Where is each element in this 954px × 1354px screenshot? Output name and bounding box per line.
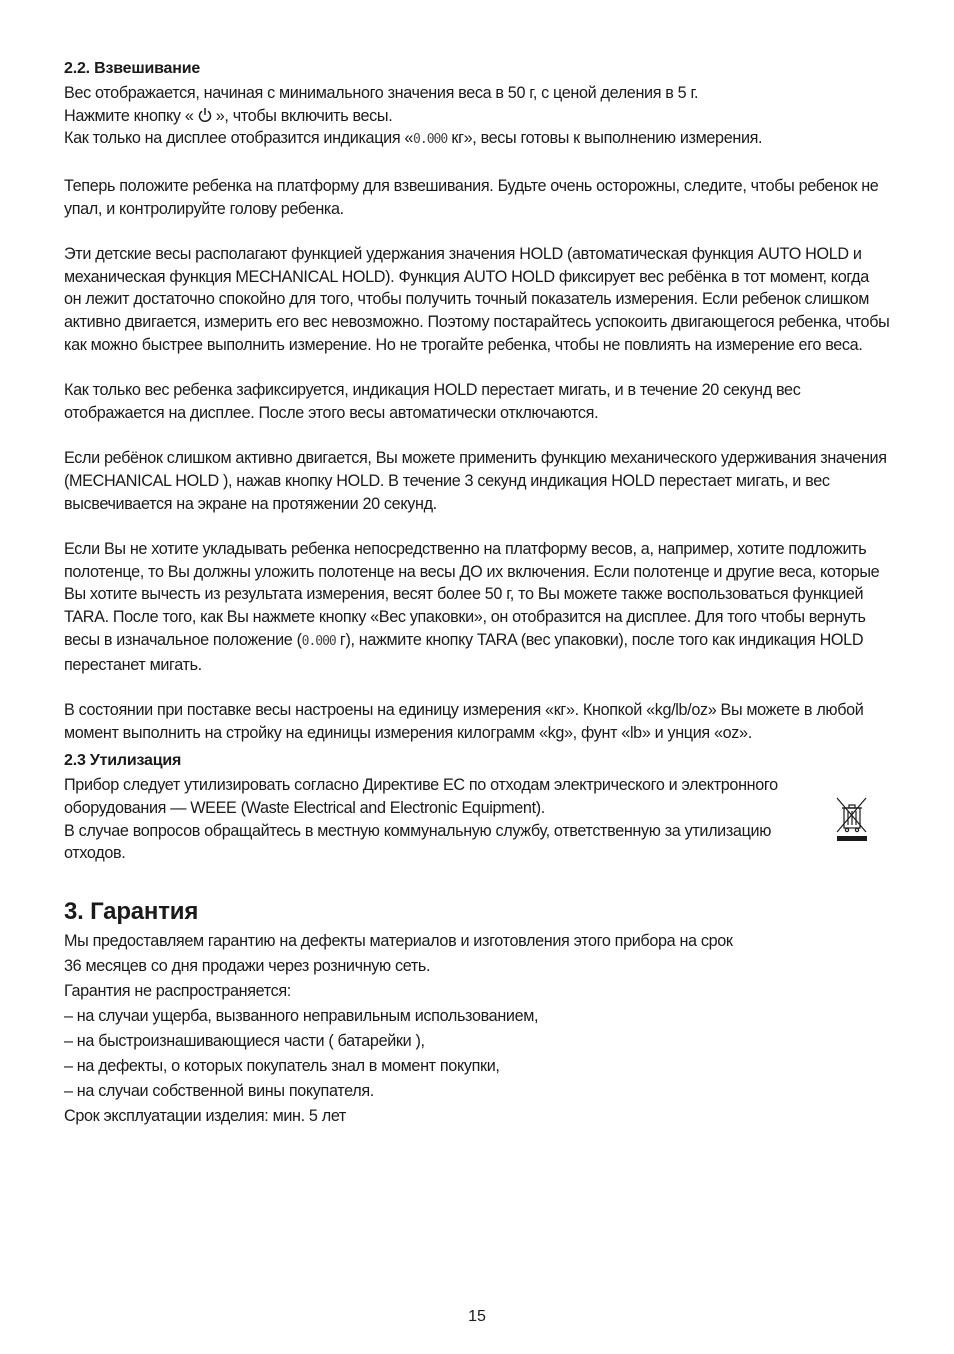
text-run: Если Вы не хотите укладывать ребенка непосредственно на платформу весов, а, например, хотите подложить полотенце, то Вы должны уложить полотенце на весы ДО их включения. Если полотенце и другие веса, которые Вы хотите вычесть из результата измерения, весят более 50 г, то Вы можете также воспользоваться функцией TARA. После того, как Вы нажмете кнопку «Вес упаковки», он отобразится на дисплее. Для того чтобы вернуть весы в изначальное положение ( (64, 539, 880, 649)
power-icon (198, 107, 212, 123)
text-line: », чтобы включить весы. (211, 106, 393, 125)
paragraph: В состоянии при поставке весы настроены на единицу измерения «кг». Кнопкой «kg/lb/oz» Вы можете в любой момент выполнить на стройку на единицы измерения килограмм «kg», фунт «lb» и унция «oz». (64, 700, 864, 742)
display-reading: 0.000 (413, 132, 448, 148)
text-line: Нажмите кнопку « (64, 106, 198, 125)
paragraph: В случае вопросов обращайтесь в местную коммунальную службу, ответственную за утилизацию отходов. (64, 821, 771, 863)
paragraph (64, 538, 890, 676)
text-line: кг», весы готовы к выполнению измерения. (447, 129, 763, 148)
text-line: Вес отображается, начиная с минимального значения веса в 50 г, с ценой деления в 5 г. (64, 84, 699, 102)
page-number: 15 (468, 1308, 486, 1325)
list-item: Гарантия не распространяется: (64, 982, 291, 1001)
paragraph: Эти детские весы располагают функцией удержания значения HOLD (автоматическая функция AUTO HOLD и механическая функция MECHANICAL HOLD). Функция AUTO HOLD фиксирует вес ребёнка в тот момент, когда он лежит достаточно спокойно для того, чтобы получить точный показатель измерения. Если ребенок слишком активно двигается, измерить его вес невозможно. Поэтому постарайтесь успокоить двигающегося ребенка, чтобы как можно быстрее выполнить измерение. Но не трогайте ребенка, чтобы не повлиять на измерение его веса. (64, 244, 890, 354)
text-run: г), нажмите кнопку TARA (вес упаковки), после того как индикация HOLD перестанет мигать. (64, 630, 864, 674)
list-item: – на быстроизнашивающиеся части ( батарейки ), (64, 1032, 425, 1051)
crossed-bin-icon (835, 796, 869, 842)
section-heading-warranty: 3. Гарантия (64, 898, 199, 926)
display-reading: 0.000 (301, 633, 336, 649)
list-item: – на случаи ущерба, вызванного неправильным использованием, (64, 1007, 539, 1026)
paragraph: Если ребёнок слишком активно двигается, Вы можете применить функцию механического удерживания значения (MECHANICAL HOLD ), нажав кнопку HOLD. В течение 3 секунд индикация HOLD перестает мигать, и вес высвечивается на экране на протяжении 20 секунд. (64, 449, 887, 513)
paragraph: Как только вес ребенка зафиксируется, индикация HOLD перестает мигать, и в течение 20 секунд вес отображается на дисплее. После этого весы автоматически отключаются. (64, 381, 801, 422)
paragraph: Теперь положите ребенка на платформу для взвешивания. Будьте очень осторожны, следите, чтобы ребенок не упал, и контролируйте голову ребенка. (64, 176, 879, 218)
section-heading-weighing: 2.2. Взвешивание (64, 60, 201, 77)
section-heading-disposal: 2.3 Утилизация (64, 752, 182, 770)
paragraph (64, 82, 890, 152)
warranty-list (64, 929, 890, 1129)
list-item: – на случаи собственной вины покупателя. (64, 1082, 374, 1101)
page-content (64, 58, 890, 1129)
text-line: Как только на дисплее отобразится индикация « (64, 129, 414, 148)
list-item: – на дефекты, о которых покупатель знал в момент покупки, (64, 1057, 500, 1076)
list-item: Мы предоставляем гарантию на дефекты материалов и изготовления этого прибора на срок (64, 932, 733, 951)
list-item: Срок эксплуатации изделия: мин. 5 лет (64, 1107, 346, 1126)
paragraph: Прибор следует утилизировать согласно Директиве ЕС по отходам электрического и электронного оборудования — WEEE (Waste Electrical and Electronic Equipment). (64, 776, 778, 817)
list-item: 36 месяцев со дня продажи через розничную сеть. (64, 957, 431, 976)
